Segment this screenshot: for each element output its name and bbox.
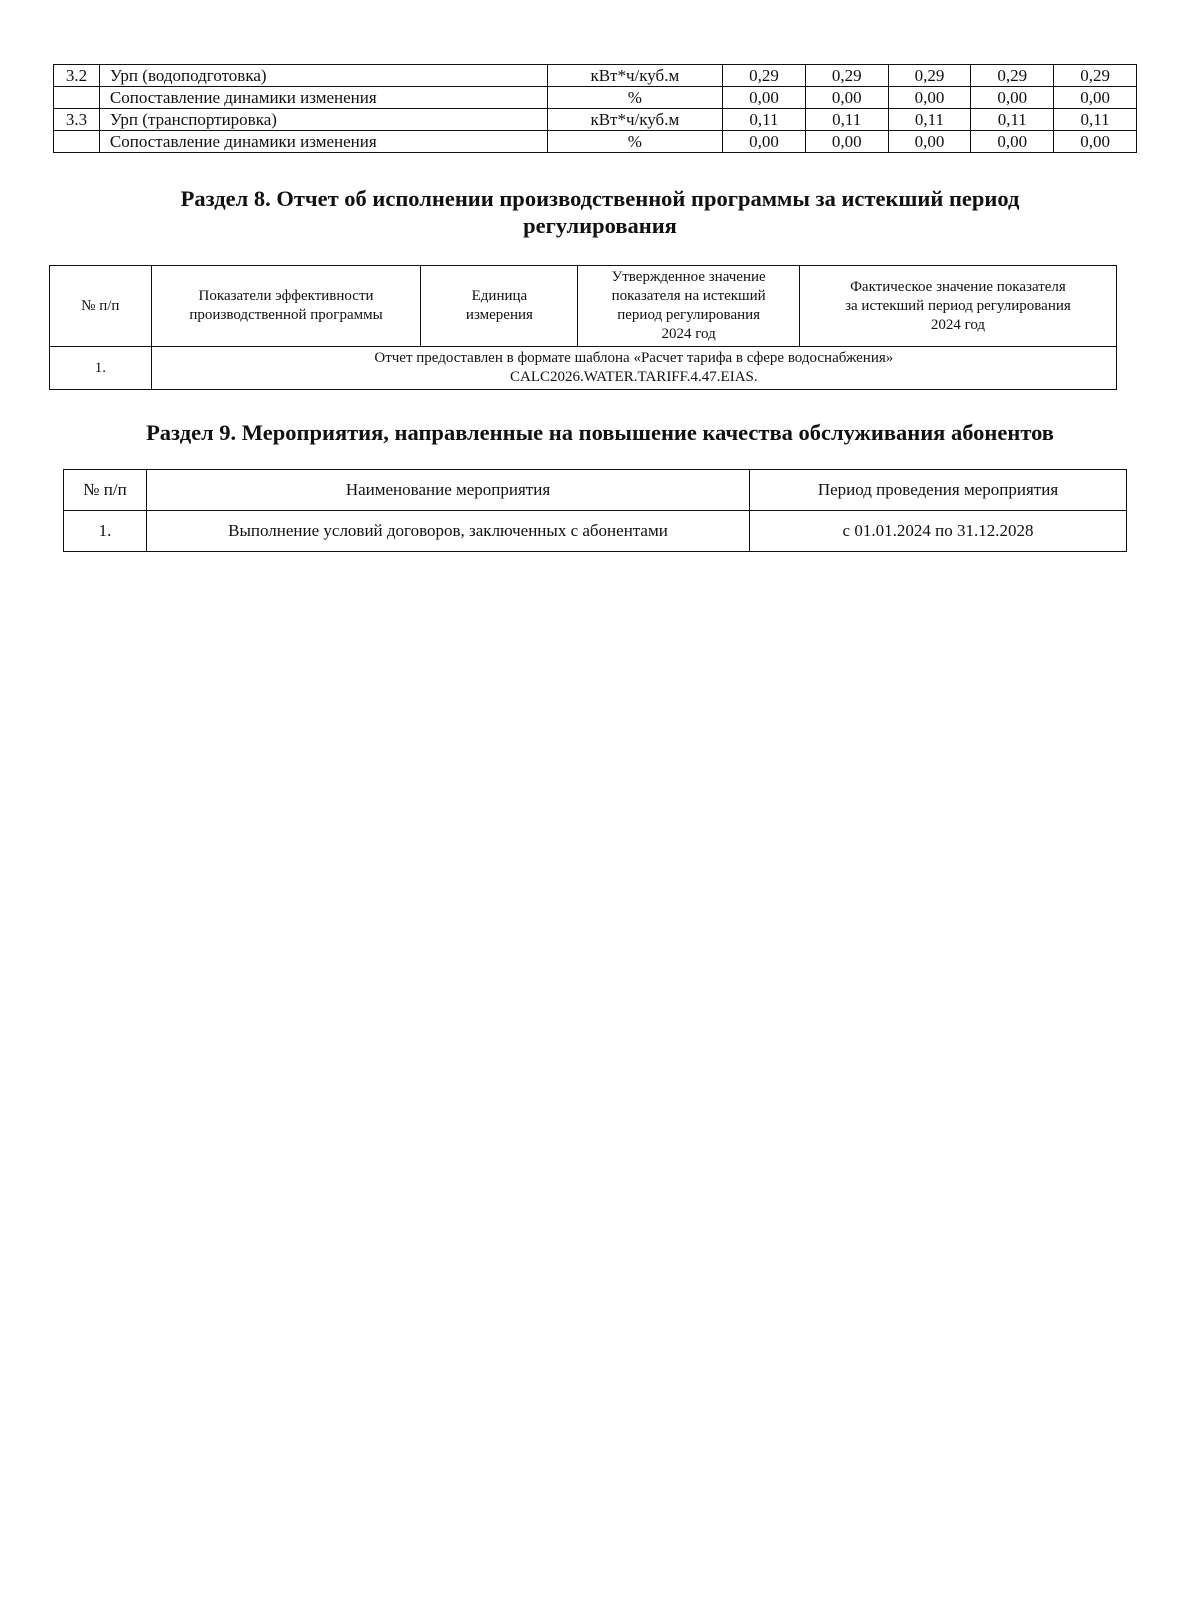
report-note-line1: Отчет предоставлен в формате шаблона «Расчет тарифа в сфере водоснабжения» [374, 350, 894, 366]
section-8-title [0, 185, 1200, 239]
value-cell: 0,11 [888, 109, 971, 131]
header-num: № п/п [50, 266, 152, 347]
unit-cell: % [547, 87, 722, 109]
value-cell: 0,11 [1054, 109, 1137, 131]
section-9-title: Раздел 9. Мероприятия, направленные на повышение качества обслуживания абонентов [146, 420, 1054, 445]
row-number: 1. [64, 511, 147, 552]
value-cell: 0,11 [723, 109, 806, 131]
value-cell: 0,00 [888, 87, 971, 109]
section-8-title-line1: Раздел 8. Отчет об исполнении производственной программы за истекший период [180, 186, 1020, 211]
value-cell: 0,00 [1054, 87, 1137, 109]
section-8-title-line2: регулирования [523, 213, 677, 238]
indicator-name: Сопоставление динамики изменения [99, 131, 547, 153]
value-cell: 0,11 [805, 109, 888, 131]
indicator-name: Урп (водоподготовка) [99, 65, 547, 87]
header-text: за истекший период регулирования [845, 297, 1071, 314]
header-text: Утвержденное значение [611, 269, 766, 285]
header-text: период регулирования [617, 307, 761, 323]
header-text: измерения [465, 307, 533, 323]
measure-period: с 01.01.2024 по 31.12.2028 [750, 511, 1127, 552]
value-cell: 0,29 [971, 65, 1054, 87]
header-period: Период проведения мероприятия [750, 470, 1127, 511]
table-row [54, 65, 1137, 87]
report-note [151, 347, 1116, 390]
header-text: Показатели эффективности [198, 288, 374, 304]
row-number [54, 87, 100, 109]
indicator-name: Сопоставление динамики изменения [99, 87, 547, 109]
row-number: 3.3 [54, 109, 100, 131]
header-text: 2024 год [930, 316, 986, 333]
value-cell: 0,29 [888, 65, 971, 87]
header-text: Единица [471, 288, 528, 304]
value-cell: 0,00 [723, 131, 806, 153]
header-unit [421, 266, 578, 347]
value-cell: 0,00 [805, 87, 888, 109]
production-program-report-table [49, 265, 1117, 390]
header-text: показателя на истекший [611, 288, 766, 304]
header-actual-value [799, 266, 1116, 347]
header-text: Фактическое значение показателя [850, 278, 1066, 295]
header-approved-value [578, 266, 799, 347]
unit-cell: кВт*ч/куб.м [547, 109, 722, 131]
value-cell: 0,00 [723, 87, 806, 109]
value-cell: 0,11 [971, 109, 1054, 131]
value-cell: 0,00 [1054, 131, 1137, 153]
table-header-row [50, 266, 1117, 347]
energy-consumption-table [53, 64, 1137, 153]
row-number [54, 131, 100, 153]
table-header-row [64, 470, 1127, 511]
row-number: 3.2 [54, 65, 100, 87]
unit-cell: % [547, 131, 722, 153]
value-cell: 0,29 [723, 65, 806, 87]
header-text: 2024 год [661, 326, 716, 342]
value-cell: 0,00 [971, 131, 1054, 153]
indicator-name: Урп (транспортировка) [99, 109, 547, 131]
value-cell: 0,29 [805, 65, 888, 87]
measure-name: Выполнение условий договоров, заключенных с абонентами [147, 511, 750, 552]
table-row [54, 131, 1137, 153]
row-number: 1. [50, 347, 152, 390]
value-cell: 0,00 [805, 131, 888, 153]
unit-cell: кВт*ч/куб.м [547, 65, 722, 87]
value-cell: 0,29 [1054, 65, 1137, 87]
table-row [64, 511, 1127, 552]
header-measure-name: Наименование мероприятия [147, 470, 750, 511]
header-num: № п/п [64, 470, 147, 511]
table-row [54, 87, 1137, 109]
header-text: производственной программы [189, 307, 383, 323]
table-row [54, 109, 1137, 131]
report-note-line2: CALC2026.WATER.TARIFF.4.47.EIAS. [510, 369, 758, 385]
service-quality-measures-table [63, 469, 1127, 552]
value-cell: 0,00 [888, 131, 971, 153]
value-cell: 0,00 [971, 87, 1054, 109]
header-indicators [151, 266, 421, 347]
table-row [50, 347, 1117, 390]
